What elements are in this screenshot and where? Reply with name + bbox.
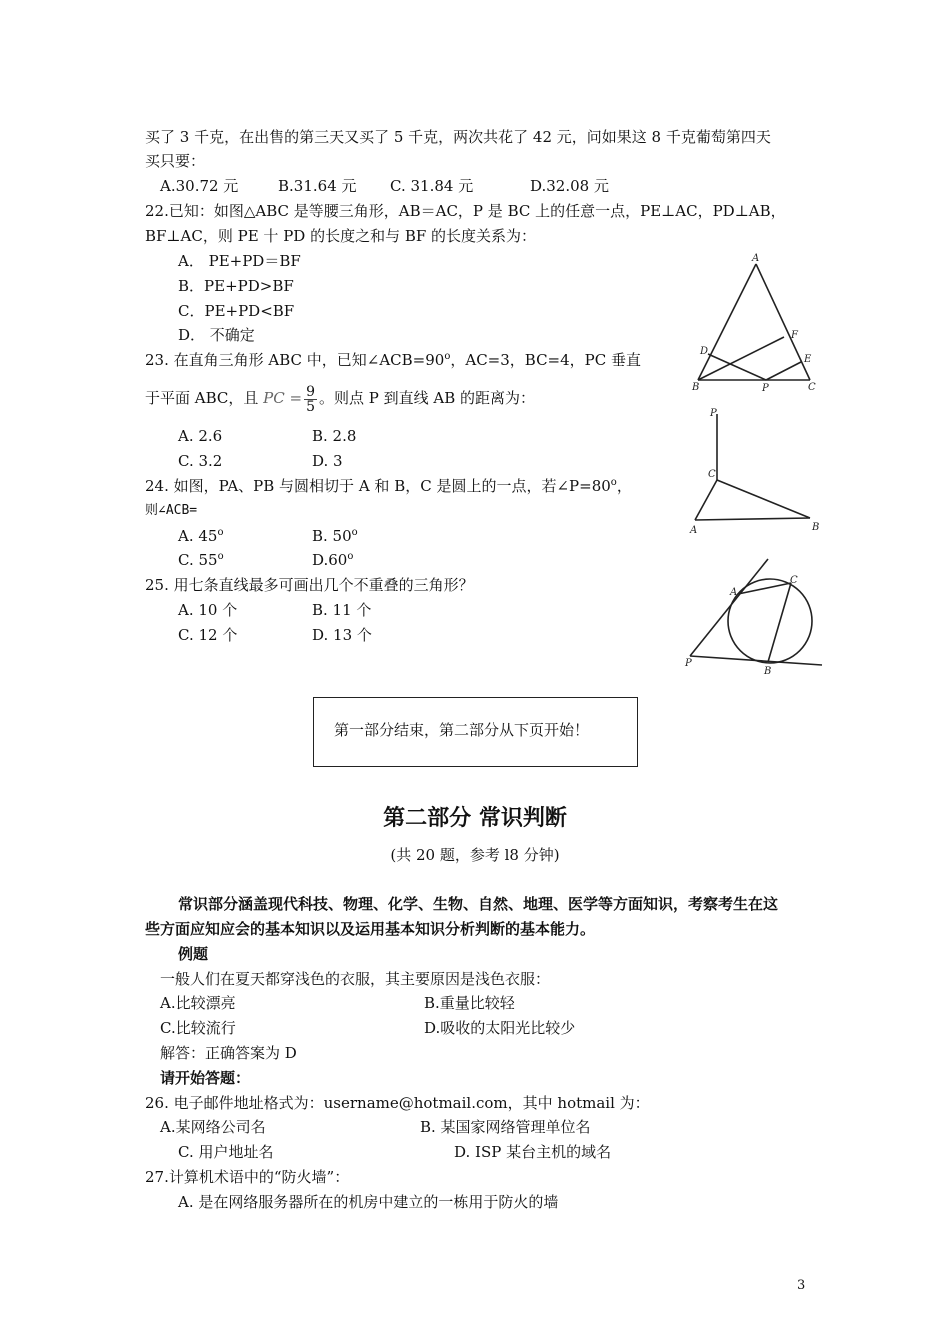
option-text: B. 50 bbox=[312, 527, 352, 545]
q26-line1: 26. 电子邮件地址格式为：username@hotmail.com，其中 hotmail 为： bbox=[145, 1094, 650, 1112]
label-a: A bbox=[752, 253, 760, 264]
q21-option-d: D.32.08 元 bbox=[530, 177, 609, 195]
q22-option-a: A． PE+PD＝BF bbox=[178, 252, 301, 270]
label-b: B bbox=[812, 522, 820, 533]
q22-line2: BF⊥AC，则 PE 十 PD 的长度之和与 BF 的长度关系为： bbox=[145, 227, 537, 245]
start-heading: 请开始答题： bbox=[160, 1069, 251, 1087]
segment-pe bbox=[766, 362, 801, 380]
option-text: A. 45 bbox=[178, 527, 218, 545]
label-c: C bbox=[708, 469, 716, 480]
part2-intro-line2: 些方面应知应会的基本知识以及运用基本知识分析判断的基本能力。 bbox=[145, 920, 596, 938]
example-option-b: B.重量比较轻 bbox=[424, 994, 515, 1012]
side-ac bbox=[756, 264, 810, 380]
label-p: P bbox=[685, 658, 692, 669]
circle bbox=[728, 579, 812, 663]
q25-option-c: C. 12 个 bbox=[178, 626, 238, 644]
q25-line1: 25. 用七条直线最多可画出几个不重叠的三角形？ bbox=[145, 576, 474, 594]
chord-ac bbox=[738, 583, 791, 594]
q23-pc-label: PC = bbox=[263, 389, 303, 407]
q23-option-a: A. 2.6 bbox=[178, 427, 223, 445]
segment-pd bbox=[708, 354, 766, 380]
q21-line2: 买只要： bbox=[145, 152, 206, 170]
example-option-d: D.吸收的太阳光比较少 bbox=[424, 1019, 576, 1037]
q26-option-c: C. 用户地址名 bbox=[178, 1143, 274, 1161]
part2-intro-line1: 常识部分涵盖现代科技、物理、化学、生物、自然、地理、医学等方面知识，考察考生在这 bbox=[178, 895, 779, 913]
q23-line1-tail: ，AC=3，BC=4，PC 垂直 bbox=[450, 351, 642, 369]
degree-mark: o bbox=[347, 551, 354, 562]
q24-line1-tail: ， bbox=[616, 477, 632, 495]
part2-subtitle: (共 20 题，参考 l8 分钟) bbox=[390, 846, 560, 864]
example-answer: 解答：正确答案为 D bbox=[160, 1044, 297, 1062]
section-end-notice-box bbox=[313, 697, 638, 767]
q22-option-b: B．PE+PD>BF bbox=[178, 277, 294, 295]
q22-option-d: D． 不确定 bbox=[178, 326, 255, 344]
chord-cb bbox=[768, 583, 791, 662]
label-b: B bbox=[692, 382, 700, 393]
q25-option-b: B. 11 个 bbox=[312, 601, 372, 619]
example-option-a: A.比较漂亮 bbox=[160, 994, 236, 1012]
segment-ca bbox=[695, 480, 717, 520]
page-number: 3 bbox=[797, 1278, 806, 1293]
label-b: B bbox=[764, 666, 772, 677]
q27-option-a: A. 是在网络服务器所在的机房中建立的一栋用于防火的墙 bbox=[178, 1193, 559, 1211]
degree-mark: o bbox=[217, 527, 224, 538]
example-question: 一般人们在夏天都穿浅色的衣服，其主要原因是浅色衣服： bbox=[160, 970, 551, 988]
q23-fraction bbox=[304, 385, 317, 414]
fraction-numerator: 9 bbox=[306, 383, 315, 400]
label-c: C bbox=[808, 382, 816, 393]
q22-line1: 22.已知：如图△ABC 是等腰三角形，AB＝AC，P 是 BC 上的任意一点，PE⊥AC，PD⊥AB， bbox=[145, 202, 786, 220]
q26-option-b: B. 某国家网络管理单位名 bbox=[420, 1118, 591, 1136]
q23-line2-tail: 。则点 P 到直线 AB 的距离为： bbox=[319, 389, 536, 407]
degree-mark: o bbox=[217, 551, 224, 562]
circle-tangent-figure bbox=[680, 555, 830, 685]
label-p: P bbox=[762, 383, 769, 394]
q24-line2: 则∠ACB= bbox=[145, 503, 198, 518]
segment-cb bbox=[717, 480, 810, 518]
q24-line1-text: 24. 如图，PA、PB 与圆相切于 A 和 B，C 是圆上的一点，若∠P=80 bbox=[145, 477, 611, 495]
tangent-pb bbox=[690, 656, 822, 665]
q24-option-b bbox=[312, 526, 358, 546]
q24-option-a bbox=[178, 526, 224, 546]
q25-option-a: A. 10 个 bbox=[178, 601, 238, 619]
degree-mark: o bbox=[444, 351, 451, 362]
degree-mark: o bbox=[610, 477, 617, 488]
right-triangle-figure bbox=[680, 400, 830, 540]
q26-option-a: A.某网络公司名 bbox=[160, 1118, 266, 1136]
q23-line2 bbox=[145, 378, 535, 418]
label-c: C bbox=[790, 575, 798, 586]
label-p: P bbox=[710, 408, 717, 419]
option-text: C. 55 bbox=[178, 551, 218, 569]
label-d: D bbox=[700, 346, 709, 357]
segment-bf bbox=[698, 337, 784, 380]
q22-option-c: C．PE+PD<BF bbox=[178, 302, 295, 320]
tangent-pa bbox=[690, 559, 768, 656]
part2-title: 第二部分 常识判断 bbox=[383, 805, 567, 831]
label-a: A bbox=[730, 587, 738, 598]
q26-option-d: D. ISP 某台主机的域名 bbox=[454, 1143, 612, 1161]
isosceles-triangle-figure bbox=[680, 250, 830, 395]
q21-option-c: C. 31.84 元 bbox=[390, 177, 474, 195]
q23-line2-head: 于平面 ABC，且 bbox=[145, 389, 259, 407]
q24-line1 bbox=[145, 476, 632, 496]
q21-line1: 买了 3 千克，在出售的第三天又买了 5 千克，两次共花了 42 元，问如果这 8 千克葡萄第四天 bbox=[145, 128, 771, 146]
q23-option-d: D. 3 bbox=[312, 452, 343, 470]
fraction-denominator: 5 bbox=[306, 398, 315, 415]
label-e: E bbox=[804, 354, 812, 365]
q23-line1-text: 23. 在直角三角形 ABC 中，已知∠ACB=90 bbox=[145, 351, 445, 369]
example-option-c: C.比较流行 bbox=[160, 1019, 236, 1037]
q23-option-b: B. 2.8 bbox=[312, 427, 357, 445]
q21-option-a: A.30.72 元 bbox=[160, 177, 239, 195]
q27-line1: 27.计算机术语中的“防火墙”： bbox=[145, 1168, 350, 1186]
degree-mark: o bbox=[351, 527, 358, 538]
q24-option-d bbox=[312, 550, 353, 570]
option-text: D.60 bbox=[312, 551, 348, 569]
section-end-notice: 第一部分结束，第二部分从下页开始！ bbox=[334, 721, 590, 739]
q23-option-c: C. 3.2 bbox=[178, 452, 223, 470]
q25-option-d: D. 13 个 bbox=[312, 626, 372, 644]
q21-option-b: B.31.64 元 bbox=[278, 177, 357, 195]
q24-option-c bbox=[178, 550, 224, 570]
label-a: A bbox=[690, 525, 698, 536]
segment-ab bbox=[695, 518, 810, 520]
example-heading: 例题 bbox=[178, 945, 209, 963]
q23-line1 bbox=[145, 350, 641, 370]
label-f: F bbox=[791, 330, 798, 341]
